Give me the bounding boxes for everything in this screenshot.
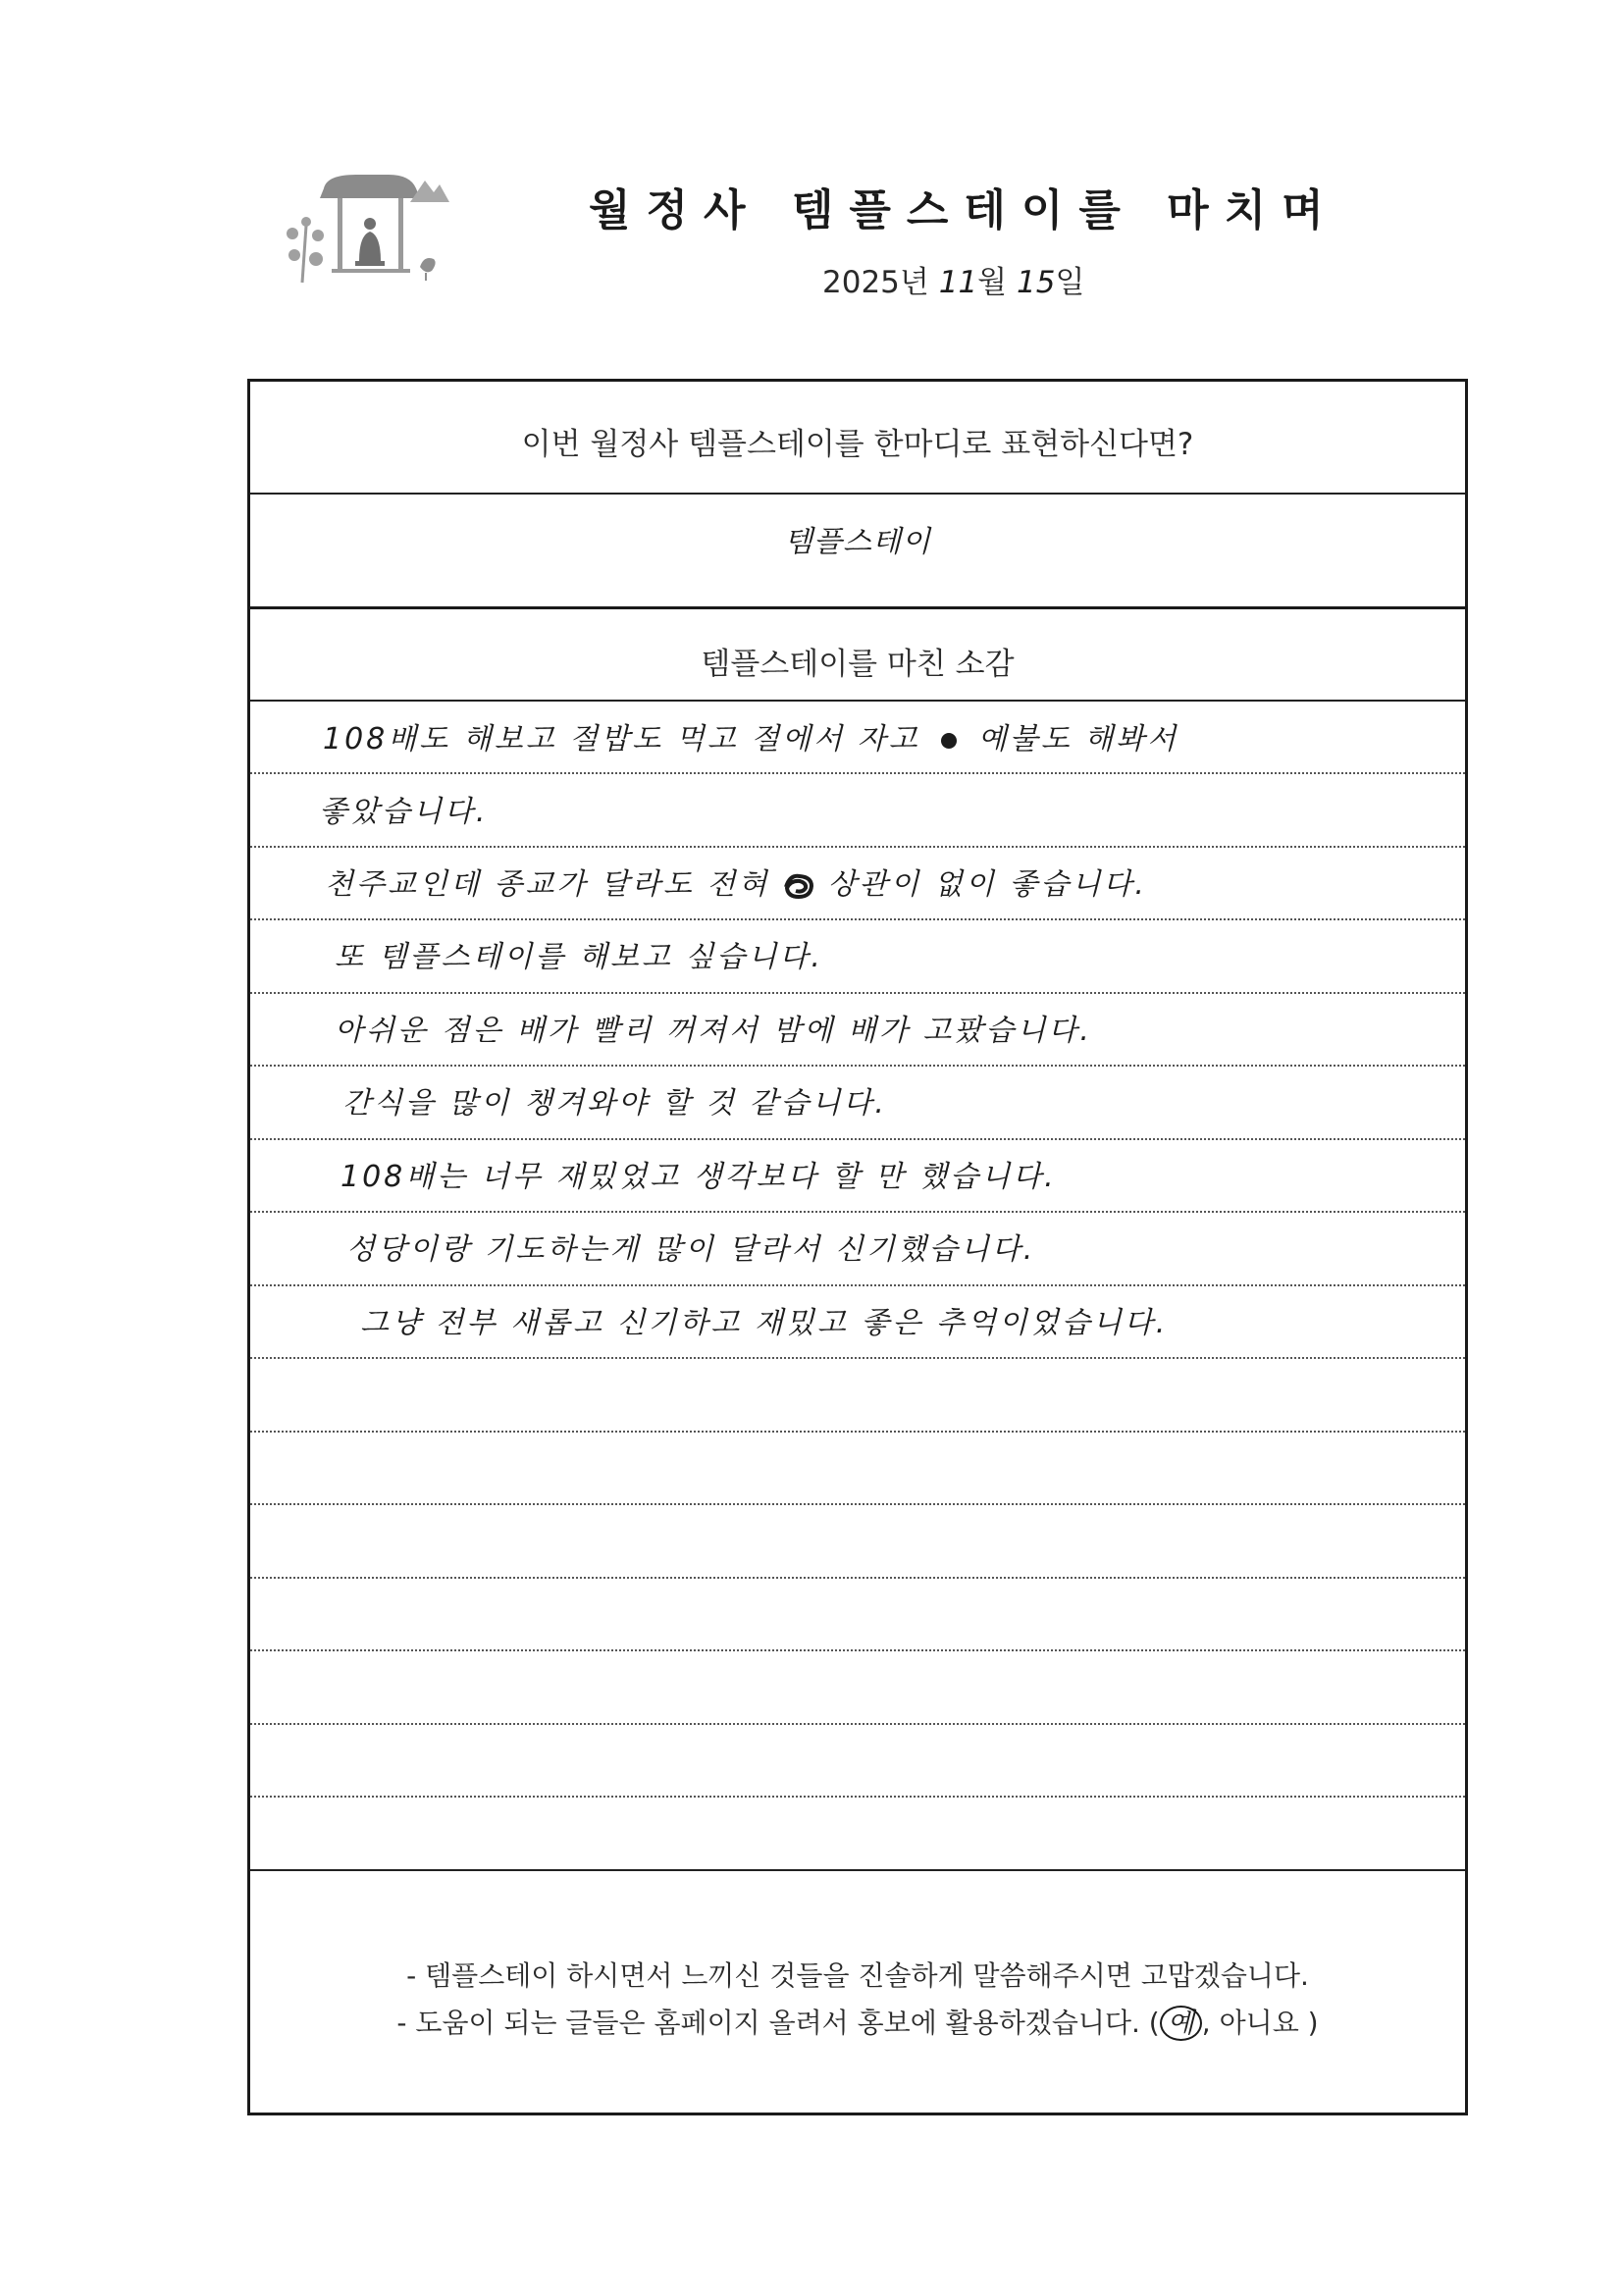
impression-line-2[interactable]: 좋았습니다. (319, 795, 489, 829)
impressions-heading: 템플스테이를 마친 소감 (701, 647, 1015, 682)
date-month-unit: 월 (977, 265, 1008, 300)
date-year: 2025 (822, 265, 900, 300)
writing-line (250, 1503, 1465, 1505)
writing-line (250, 1357, 1465, 1359)
impression-line-1-start: 108배도 해보고 절밥도 먹고 절에서 자고 (323, 722, 920, 757)
consent-option-no[interactable]: 아니요 (1219, 2007, 1299, 2039)
date-year-unit: 년 (899, 265, 929, 300)
scribble-mark-icon (932, 726, 966, 756)
homepage-consent-note (250, 2002, 1465, 2041)
writing-line (250, 918, 1465, 920)
impression-line-4[interactable]: 또 템플스테이를 해보고 싶습니다. (335, 940, 823, 974)
consent-option-yes[interactable]: 예 (1160, 2006, 1202, 2041)
consent-prefix: - 도움이 되는 글들은 홈페이지 올려서 홍보에 활용하겠습니다. ( (396, 2007, 1160, 2039)
impression-line-8[interactable]: 성당이랑 기도하는게 많이 달라서 신기했습니다. (346, 1232, 1036, 1267)
impression-line-1-end: 예불도 해봐서 (977, 722, 1179, 757)
writing-line (250, 1796, 1465, 1798)
writing-line (250, 1723, 1465, 1725)
impression-line-6[interactable]: 간식을 많이 챙겨와야 할 것 같습니다. (342, 1086, 887, 1121)
question-one-answer[interactable]: 템플스테이 (784, 525, 931, 559)
survey-form (247, 379, 1468, 2115)
divider (250, 1869, 1465, 1871)
impression-line-9[interactable]: 그냥 전부 새롭고 신기하고 재밌고 좋은 추억이었습니다. (360, 1306, 1169, 1340)
impression-line-7[interactable]: 108배는 너무 재밌었고 생각보다 할 만 했습니다. (340, 1160, 1057, 1194)
date-day-unit: 일 (1055, 265, 1085, 300)
impression-line-3-start: 천주교인데 종교가 달라도 전혀 (325, 867, 770, 902)
impression-line-3[interactable] (325, 867, 1147, 902)
writing-line (250, 772, 1465, 774)
writing-line (250, 1138, 1465, 1140)
temple-buddha-logo-icon (273, 165, 449, 292)
question-one-prompt: 이번 월정사 템플스테이를 한마디로 표현하신다면? (521, 427, 1194, 462)
writing-line (250, 1284, 1465, 1286)
writing-line (250, 1211, 1465, 1213)
scribble-mark-icon (782, 871, 815, 901)
writing-line (250, 1065, 1465, 1067)
consent-separator: , (1201, 2007, 1220, 2039)
writing-line (250, 992, 1465, 994)
honesty-request-note: - 템플스테이 하시면서 느끼신 것들을 진솔하게 말씀해주시면 고맙겠습니다. (406, 1959, 1309, 1992)
impression-line-1[interactable] (323, 722, 1179, 757)
writing-line (250, 1431, 1465, 1433)
divider (250, 493, 1465, 495)
divider (250, 700, 1465, 702)
writing-line (250, 1577, 1465, 1579)
date-day: 15 (1016, 265, 1056, 300)
survey-date (822, 257, 1084, 301)
consent-suffix: ) (1298, 2007, 1319, 2039)
writing-line (250, 1649, 1465, 1651)
impression-line-5[interactable]: 아쉬운 점은 배가 빨리 꺼져서 밤에 배가 고팠습니다. (335, 1014, 1092, 1048)
writing-line (250, 846, 1465, 848)
divider (250, 606, 1465, 609)
document-title: 월정사 템플스테이를 마치며 (589, 185, 1339, 235)
date-month: 11 (938, 265, 978, 300)
impression-line-3-end: 상관이 없이 좋습니다. (827, 867, 1147, 902)
